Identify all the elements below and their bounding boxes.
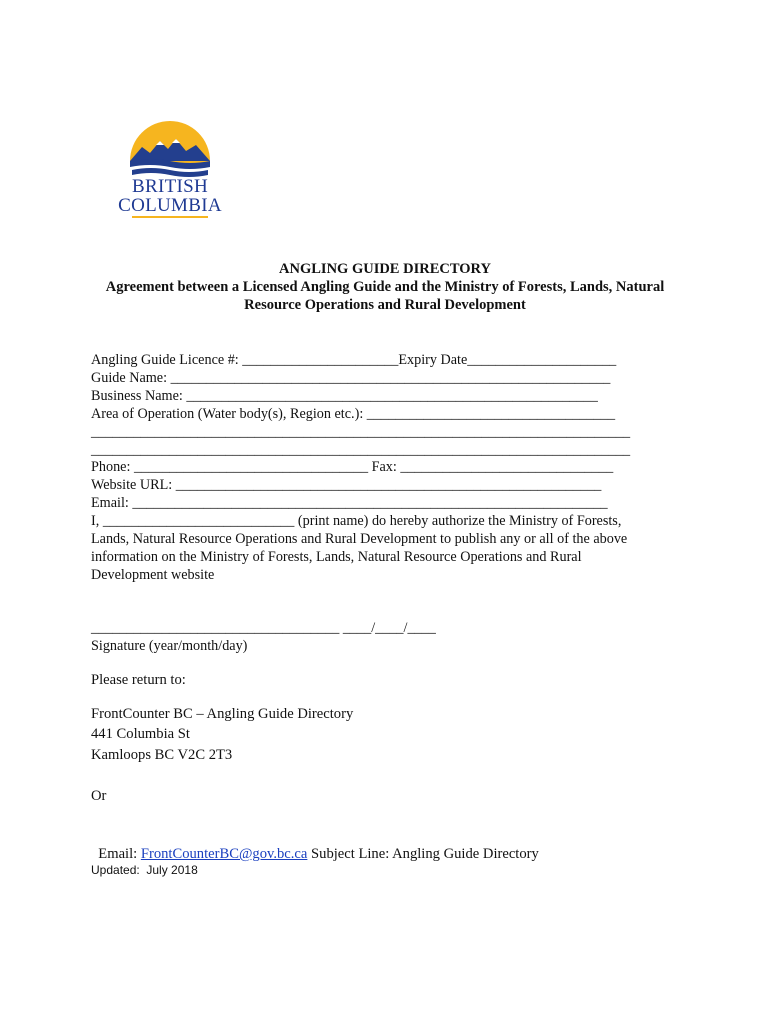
email-return-line — [91, 829, 539, 863]
area-of-operation-blank-2[interactable]: ____________________________________________________________________________ — [91, 442, 631, 458]
authorization-line-4: Development website — [91, 567, 215, 583]
bc-government-logo — [112, 115, 228, 221]
guide-name-field[interactable]: Guide Name: ______________________________________________________________ — [91, 370, 611, 386]
email-field[interactable]: Email: ___________________________________________________________________ — [91, 495, 608, 511]
phone-fax-field[interactable]: Phone: _________________________________ Fax: ______________________________ — [91, 459, 614, 475]
logo-underline — [132, 216, 208, 218]
return-address-line-1: FrontCounter BC – Angling Guide Directory — [91, 706, 354, 722]
signature-date-field[interactable]: ___________________________________ ____/____/____ — [91, 620, 436, 636]
return-intro: Please return to: — [91, 672, 186, 688]
sun-mountain-icon — [112, 115, 228, 185]
return-address-line-2: 441 Columbia St — [91, 726, 190, 742]
area-of-operation-field[interactable]: Area of Operation (Water body(s), Region etc.): ___________________________________ — [91, 406, 616, 422]
email-subject-line: Subject Line: Angling Guide Directory — [307, 846, 539, 862]
area-of-operation-blank-1[interactable]: ____________________________________________________________________________ — [91, 424, 631, 440]
document-title: ANGLING GUIDE DIRECTORY — [279, 261, 491, 277]
updated-date: Updated: July 2018 — [91, 863, 198, 877]
document-subtitle-line2: Resource Operations and Rural Development — [244, 297, 526, 313]
logo-text-columbia: COLUMBIA — [118, 195, 222, 216]
business-name-field[interactable]: Business Name: __________________________________________________________ — [91, 388, 598, 404]
authorization-line-1: I, ___________________________ (print name) do hereby authorize the Ministry of Forests, — [91, 513, 622, 529]
authorization-line-2: Lands, Natural Resource Operations and Rural Development to publish any or all of the above — [91, 531, 628, 547]
signature-label: Signature (year/month/day) — [91, 638, 248, 654]
logo-text-british: BRITISH — [132, 176, 208, 197]
document-subtitle-line1: Agreement between a Licensed Angling Guide and the Ministry of Forests, Lands, Natural — [105, 279, 665, 295]
licence-expiry-field[interactable]: Angling Guide Licence #: ______________________Expiry Date_____________________ — [91, 352, 617, 368]
website-url-field[interactable]: Website URL: ____________________________________________________________ — [91, 477, 602, 493]
or-text: Or — [91, 788, 107, 804]
authorization-line-3: information on the Ministry of Forests, Lands, Natural Resource Operations and Rural — [91, 549, 582, 565]
email-address-link[interactable]: FrontCounterBC@gov.bc.ca — [140, 846, 308, 862]
email-return-label: Email: — [98, 846, 141, 862]
return-address-line-3: Kamloops BC V2C 2T3 — [91, 747, 233, 763]
